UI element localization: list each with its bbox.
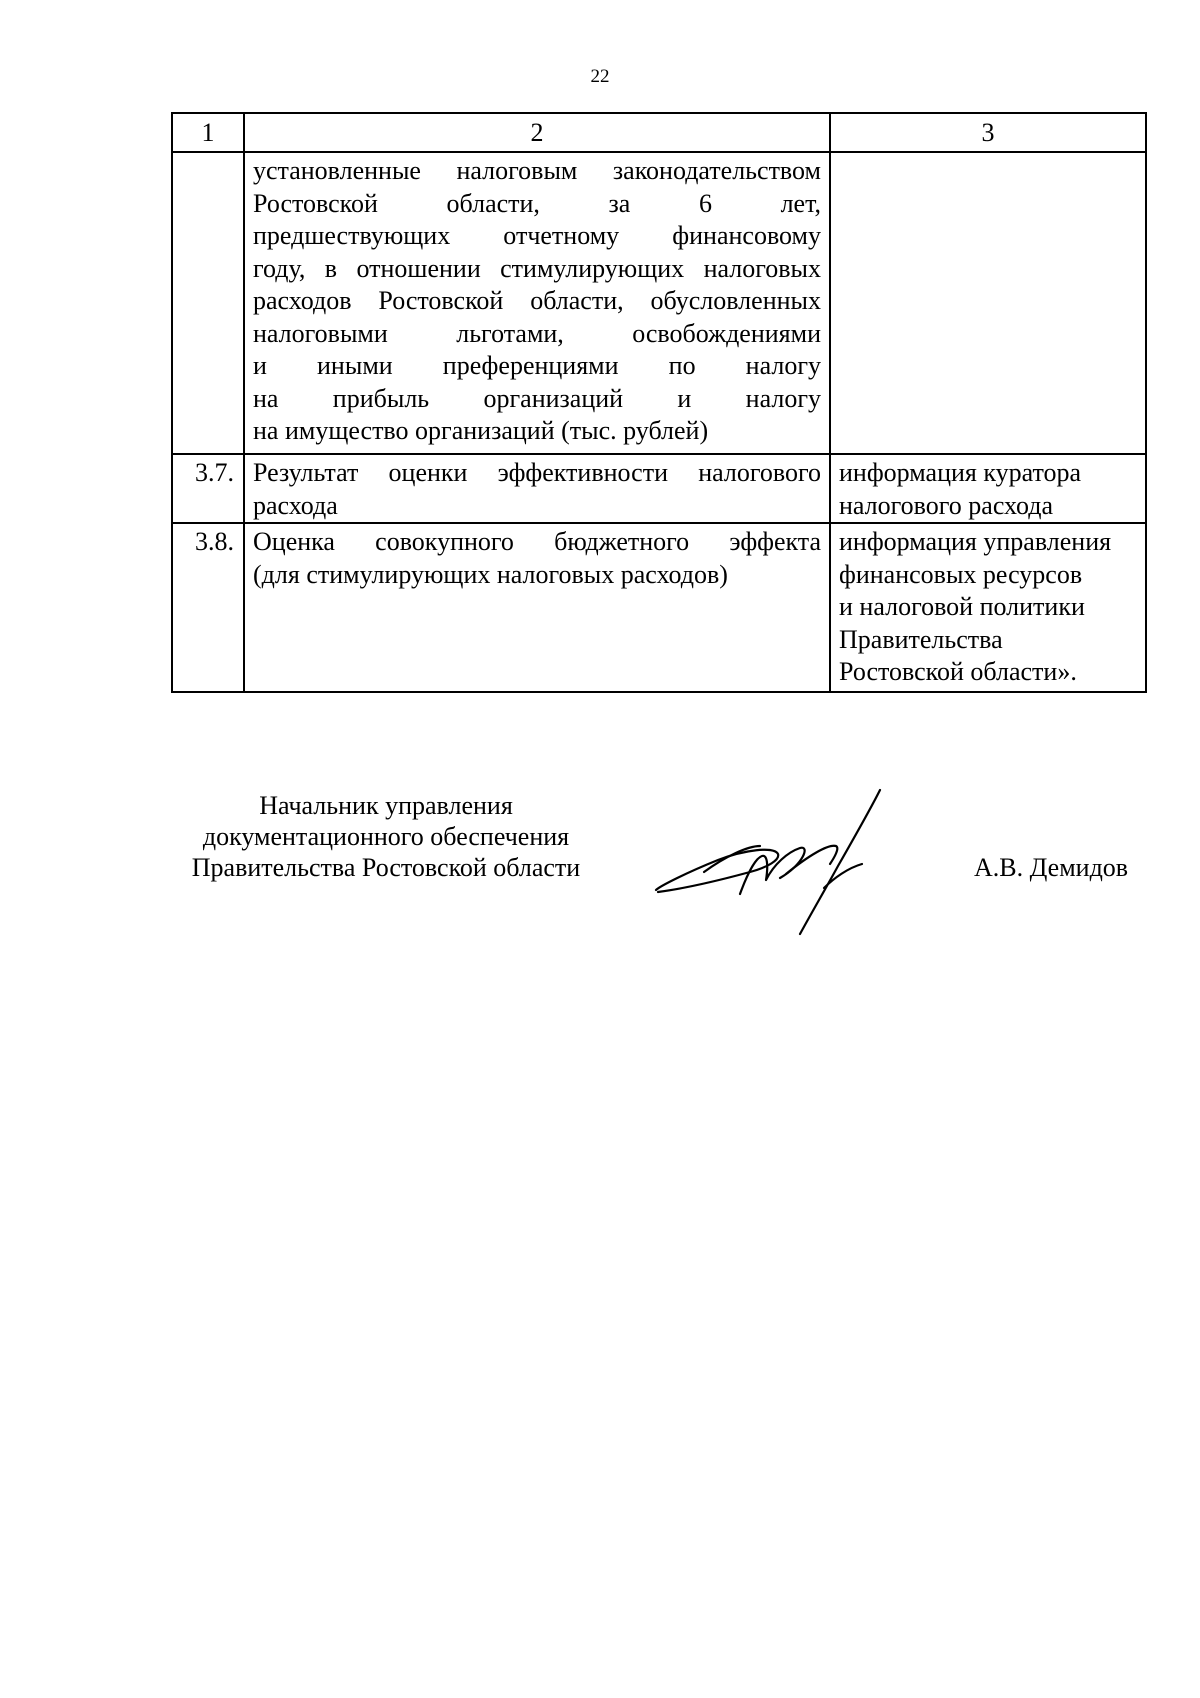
header-cell-col-2: 2: [244, 113, 830, 152]
description-line: (для стимулирующих налоговых расходов): [253, 559, 728, 589]
row-description-cell: [244, 152, 830, 454]
handwritten-signature: [648, 776, 928, 936]
description-line: Оценка совокупного бюджетного эффекта: [253, 527, 821, 556]
row-source-cell: [830, 454, 1146, 523]
table-row: [172, 152, 1146, 454]
position-line: Начальник управления: [259, 791, 513, 820]
row-description-cell: [244, 523, 830, 692]
source-line: информация куратора: [839, 458, 1082, 487]
header-cell-col-1: 1: [172, 113, 244, 152]
description-line: и иными преференциями по налогу: [253, 351, 821, 380]
description-line: налоговыми льготами, освобождениями: [253, 318, 821, 348]
source-line: информация управления: [839, 527, 1112, 556]
row-description-cell: [244, 454, 830, 523]
signatory-name: А.В. Демидов: [974, 853, 1129, 882]
description-line: году, в отношении стимулирующих налоговых: [253, 253, 821, 283]
row-number-cell: 3.7.: [172, 454, 244, 523]
description-line: расхода: [253, 490, 338, 520]
source-line: Правительства: [839, 624, 1003, 654]
table-header-row: [172, 113, 1146, 152]
position-line: Правительства Ростовской области: [191, 853, 581, 882]
page-number: 22: [590, 66, 610, 87]
description-line: на прибыль организаций и налогу: [253, 383, 821, 413]
description-line: на имущество организаций (тыс. рублей): [253, 416, 709, 445]
description-line: предшествующих отчетному финансовому: [253, 221, 821, 250]
signatory-position: [171, 790, 601, 883]
description-line: расходов Ростовской области, обусловленных: [253, 286, 821, 315]
description-line: Результат оценки эффективности налогового: [253, 458, 821, 487]
description-line: установленные налоговым законодательством: [253, 156, 821, 185]
source-line: и налоговой политики: [839, 592, 1085, 621]
row-source-cell: [830, 523, 1146, 692]
table-row: [172, 454, 1146, 523]
table-row: [172, 523, 1146, 692]
source-line: налогового расхода: [839, 490, 1054, 520]
row-number-cell: [172, 152, 244, 454]
position-line: документационного обеспечения: [202, 822, 570, 851]
header-cell-col-3: 3: [830, 113, 1146, 152]
source-line: финансовых ресурсов: [839, 559, 1083, 589]
source-line: Ростовской области».: [839, 657, 1077, 686]
row-source-cell: [830, 152, 1146, 454]
row-number-cell: 3.8.: [172, 523, 244, 692]
description-line: Ростовской области, за 6 лет,: [253, 188, 821, 218]
indicators-table: [171, 112, 1147, 693]
